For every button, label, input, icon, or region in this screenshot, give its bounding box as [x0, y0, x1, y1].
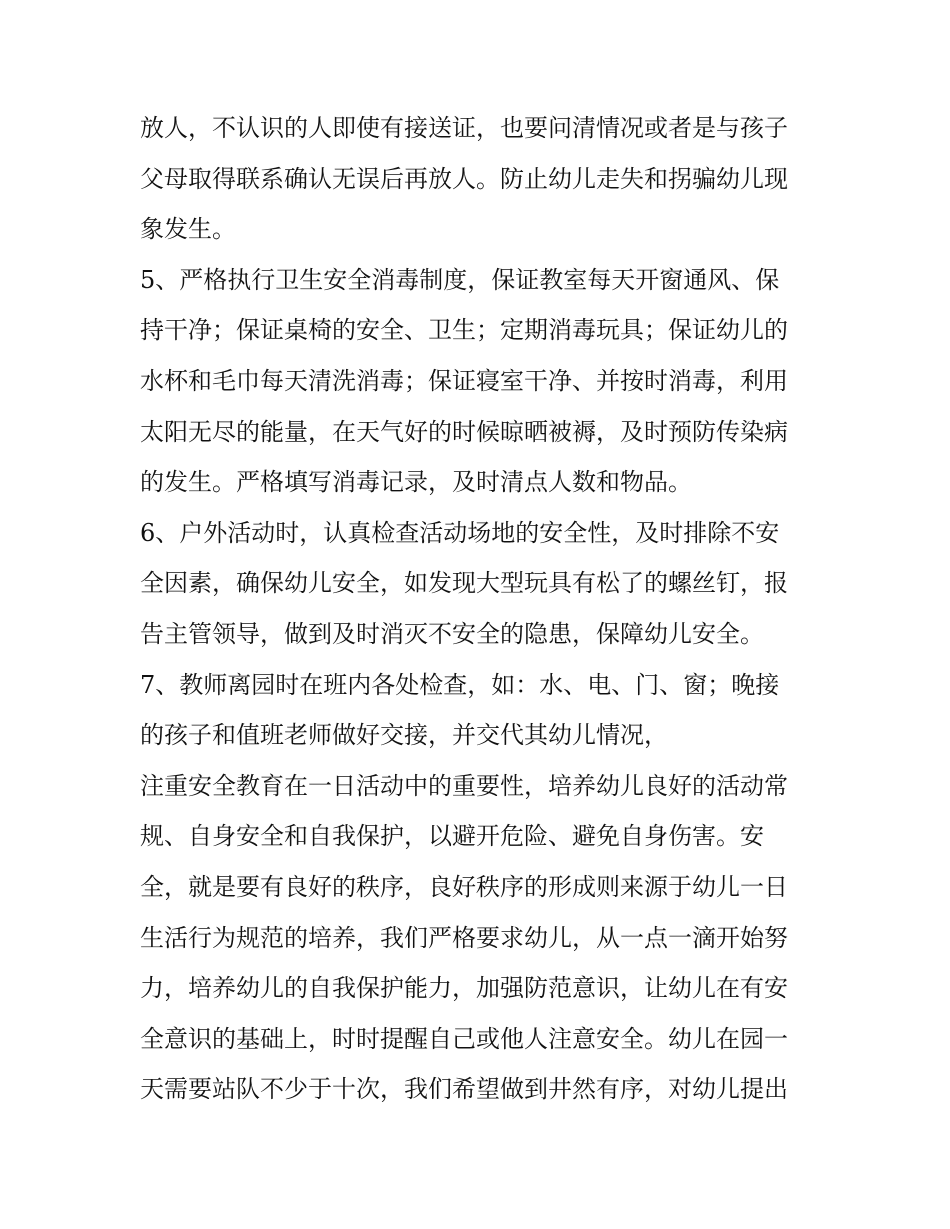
text-line: 全因素，确保幼儿安全，如发现大型玩具有松了的螺丝钉，报	[140, 569, 788, 598]
text-line: 规、自身安全和自我保护，以避开危险、避免自身伤害。安	[140, 822, 764, 851]
text-line: 水杯和毛巾每天清洗消毒；保证寝室干净、并按时消毒，利用	[140, 366, 788, 395]
text-line: 太阳无尽的能量，在天气好的时候晾晒被褥，及时预防传染病	[140, 417, 788, 446]
text-line: 持干净；保证桌椅的安全、卫生；定期消毒玩具；保证幼儿的	[140, 316, 788, 345]
text-line: 全意识的基础上，时时提醒自己或他人注意安全。幼儿在园一	[140, 1024, 788, 1053]
text-line: 象发生。	[140, 215, 236, 244]
text-line: 注重安全教育在一日活动中的重要性，培养幼儿良好的活动常	[140, 771, 788, 800]
text-line: 告主管领导，做到及时消灭不安全的隐患，保障幼儿安全。	[140, 619, 764, 648]
text-line: 5、严格执行卫生安全消毒制度，保证教室每天开窗通风、保	[140, 265, 780, 294]
body-text	[140, 103, 820, 1115]
text-line: 7、教师离园时在班内各处检查，如：水、电、门、窗；晚接	[140, 670, 780, 699]
text-line: 天需要站队不少于十次，我们希望做到井然有序，对幼儿提出	[140, 1075, 788, 1104]
text-line: 生活行为规范的培养，我们严格要求幼儿，从一点一滴开始努	[140, 923, 788, 952]
text-line: 力，培养幼儿的自我保护能力，加强防范意识，让幼儿在有安	[140, 974, 788, 1003]
text-line: 6、户外活动时，认真检查活动场地的安全性，及时排除不安	[140, 518, 780, 547]
text-line: 的发生。严格填写消毒记录，及时清点人数和物品。	[140, 468, 692, 497]
text-line: 全，就是要有良好的秩序，良好秩序的形成则来源于幼儿一日	[140, 872, 788, 901]
text-line: 父母取得联系确认无误后再放人。防止幼儿走失和拐骗幼儿现	[140, 164, 788, 193]
text-line: 放人，不认识的人即使有接送证，也要问清情况或者是与孩子	[140, 114, 788, 142]
text-line: 的孩子和值班老师做好交接，并交代其幼儿情况，	[140, 721, 668, 750]
